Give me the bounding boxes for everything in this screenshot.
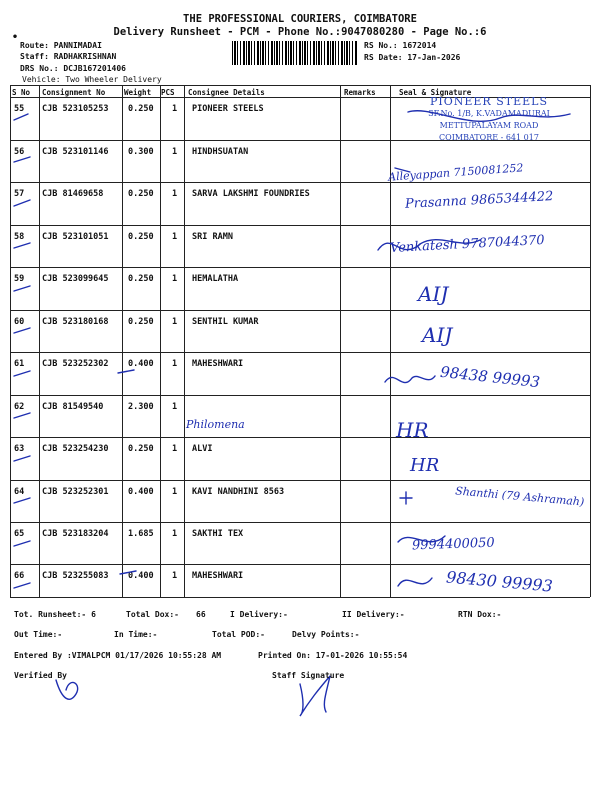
- row-weight: 0.400: [128, 571, 154, 581]
- corner-dot: •: [12, 32, 19, 43]
- row-consignee: SENTHIL KUMAR: [192, 317, 259, 327]
- row-consignee: PIONEER STEELS: [192, 104, 264, 114]
- row-consignment: CJB 523099645: [42, 274, 109, 284]
- vehicle-label: Vehicle: Two Wheeler Delivery: [22, 75, 162, 84]
- stamp-address-3: COIMBATORE - 641 017: [439, 133, 539, 142]
- total-dox-label: Total Dox:-: [126, 610, 179, 619]
- drs-number: DRS No.: DCJB167201406: [20, 64, 126, 73]
- row-sno: 63: [14, 444, 25, 454]
- row-sno: 62: [14, 402, 25, 412]
- handwritten-receiver: Alleyappan 7150081252: [387, 161, 524, 184]
- printed-on: Printed On: 17-01-2026 10:55:54: [258, 651, 408, 660]
- handwritten-receiver: 98430 99993: [445, 567, 554, 596]
- row-consignment: CJB 523183204: [42, 529, 109, 539]
- row-consignment: CJB 523105253: [42, 104, 109, 114]
- row-weight: 0.400: [128, 359, 154, 369]
- handwritten-receiver: HR: [396, 418, 429, 442]
- company-stamp: [398, 96, 580, 148]
- row-weight: 0.250: [128, 274, 154, 284]
- row-consignment: CJB 523254230: [42, 444, 109, 454]
- row-pcs: 1: [172, 274, 178, 284]
- row-consignment: CJB 523180168: [42, 317, 109, 327]
- row-consignment: CJB 523255083: [42, 571, 109, 581]
- company-title: THE PROFESSIONAL COURIERS, COIMBATORE: [183, 13, 417, 25]
- handwritten-receiver: Venkatesh 9787044370: [389, 232, 545, 257]
- delvy-points: Delvy Points:-: [292, 630, 360, 639]
- row-pcs: 1: [172, 317, 178, 327]
- handwritten-receiver: 98438 99993: [439, 362, 541, 392]
- in-time: In Time:-: [114, 630, 158, 639]
- row-weight: 0.300: [128, 147, 154, 157]
- row-sno: 64: [14, 487, 25, 497]
- row-consignment: CJB 523252301: [42, 487, 109, 497]
- handwritten-receiver: AIJ: [418, 282, 449, 306]
- row-sno: 58: [14, 232, 25, 242]
- runsheet-subtitle: Delivery Runsheet - PCM - Phone No.:9047080280 - Page No.:6: [113, 26, 487, 38]
- out-time: Out Time:-: [14, 630, 63, 639]
- stamp-name: PIONEER STEELS: [429, 95, 548, 108]
- ii-delivery: II Delivery:-: [342, 610, 405, 619]
- row-weight: 0.400: [128, 487, 154, 497]
- row-pcs: 1: [172, 487, 178, 497]
- verified-by: Verified By: [14, 671, 67, 680]
- row-consignee: HINDHSUATAN: [192, 147, 249, 157]
- row-weight: 2.300: [128, 402, 154, 412]
- row-pcs: 1: [172, 104, 178, 114]
- total-runsheet: Tot. Runsheet:- 6: [14, 610, 96, 619]
- row-sno: 60: [14, 317, 25, 327]
- rs-number: RS No.: 1672014: [364, 41, 437, 50]
- handwritten-receiver: HR: [410, 455, 440, 476]
- row-consignment: CJB 523252302: [42, 359, 109, 369]
- row-pcs: 1: [172, 571, 178, 581]
- col-seal: Seal & Signature: [399, 88, 472, 97]
- row-sno: 59: [14, 274, 25, 284]
- row-sno: 55: [14, 104, 25, 114]
- row-weight: 0.250: [128, 104, 154, 114]
- row-consignee: SRI RAMN: [192, 232, 233, 242]
- row-pcs: 1: [172, 529, 178, 539]
- row-weight: 0.250: [128, 444, 154, 454]
- staff-signature-label: Staff Signature: [272, 671, 345, 680]
- handwritten-receiver: Shanthi (79 Ashramah): [454, 484, 585, 509]
- row-pcs: 1: [172, 402, 178, 412]
- total-dox-value: 66: [196, 610, 206, 619]
- col-consignee: Consignee Details: [188, 88, 265, 97]
- col-weight: Weight: [124, 88, 152, 97]
- row-weight: 0.250: [128, 189, 154, 199]
- barcode: [232, 41, 358, 65]
- handwritten-consignee: Philomena: [186, 418, 245, 431]
- col-sno: S No: [12, 88, 31, 97]
- row-weight: 0.250: [128, 232, 154, 242]
- row-sno: 57: [14, 189, 25, 199]
- row-sno: 61: [14, 359, 25, 369]
- handwritten-receiver: AIJ: [422, 323, 453, 347]
- route-label: Route: PANNIMADAI: [20, 41, 102, 50]
- stamp-address-2: METTUPALAYAM ROAD: [439, 121, 539, 130]
- row-sno: 66: [14, 571, 25, 581]
- row-consignee: KAVI NANDHINI 8563: [192, 487, 285, 497]
- row-pcs: 1: [172, 359, 178, 369]
- rtn-dox: RTN Dox:-: [458, 610, 502, 619]
- staff-label: Staff: RADHAKRISHNAN: [20, 52, 117, 61]
- row-consignee: HEMALATHA: [192, 274, 239, 284]
- verifier-signature: [56, 680, 78, 699]
- row-consignee: SARVA LAKSHMI FOUNDRIES: [192, 189, 310, 199]
- stamp-address-1: SF.No. 1/B, K.VADAMADURAI: [428, 109, 550, 118]
- col-remarks: Remarks: [344, 88, 376, 97]
- row-consignee: MAHESHWARI: [192, 359, 244, 369]
- row-consignee: MAHESHWARI: [192, 571, 244, 581]
- i-delivery: I Delivery:-: [230, 610, 288, 619]
- col-pcs: PCS: [161, 88, 175, 97]
- row-consignee: SAKTHI TEX: [192, 529, 244, 539]
- row-weight: 1.685: [128, 529, 154, 539]
- row-consignment: CJB 81469658: [42, 189, 104, 199]
- rs-date: RS Date: 17-Jan-2026: [364, 53, 461, 62]
- handwritten-receiver: Prasanna 9865344422: [404, 189, 554, 212]
- entered-by: Entered By :VIMALPCM 01/17/2026 10:55:28 AM: [14, 651, 222, 660]
- staff-signature: [300, 676, 330, 716]
- row-pcs: 1: [172, 189, 178, 199]
- row-pcs: 1: [172, 147, 178, 157]
- row-consignee: ALVI: [192, 444, 213, 454]
- row-pcs: 1: [172, 444, 178, 454]
- row-consignment: CJB 523101051: [42, 232, 109, 242]
- row-sno: 65: [14, 529, 25, 539]
- row-sno: 56: [14, 147, 25, 157]
- total-pod: Total POD:-: [212, 630, 265, 639]
- row-weight: 0.250: [128, 317, 154, 327]
- row-consignment: CJB 523101146: [42, 147, 109, 157]
- col-consignment: Consignment No: [42, 88, 106, 97]
- handwritten-receiver: 9994400050: [411, 535, 495, 554]
- row-consignment: CJB 81549540: [42, 402, 104, 412]
- row-pcs: 1: [172, 232, 178, 242]
